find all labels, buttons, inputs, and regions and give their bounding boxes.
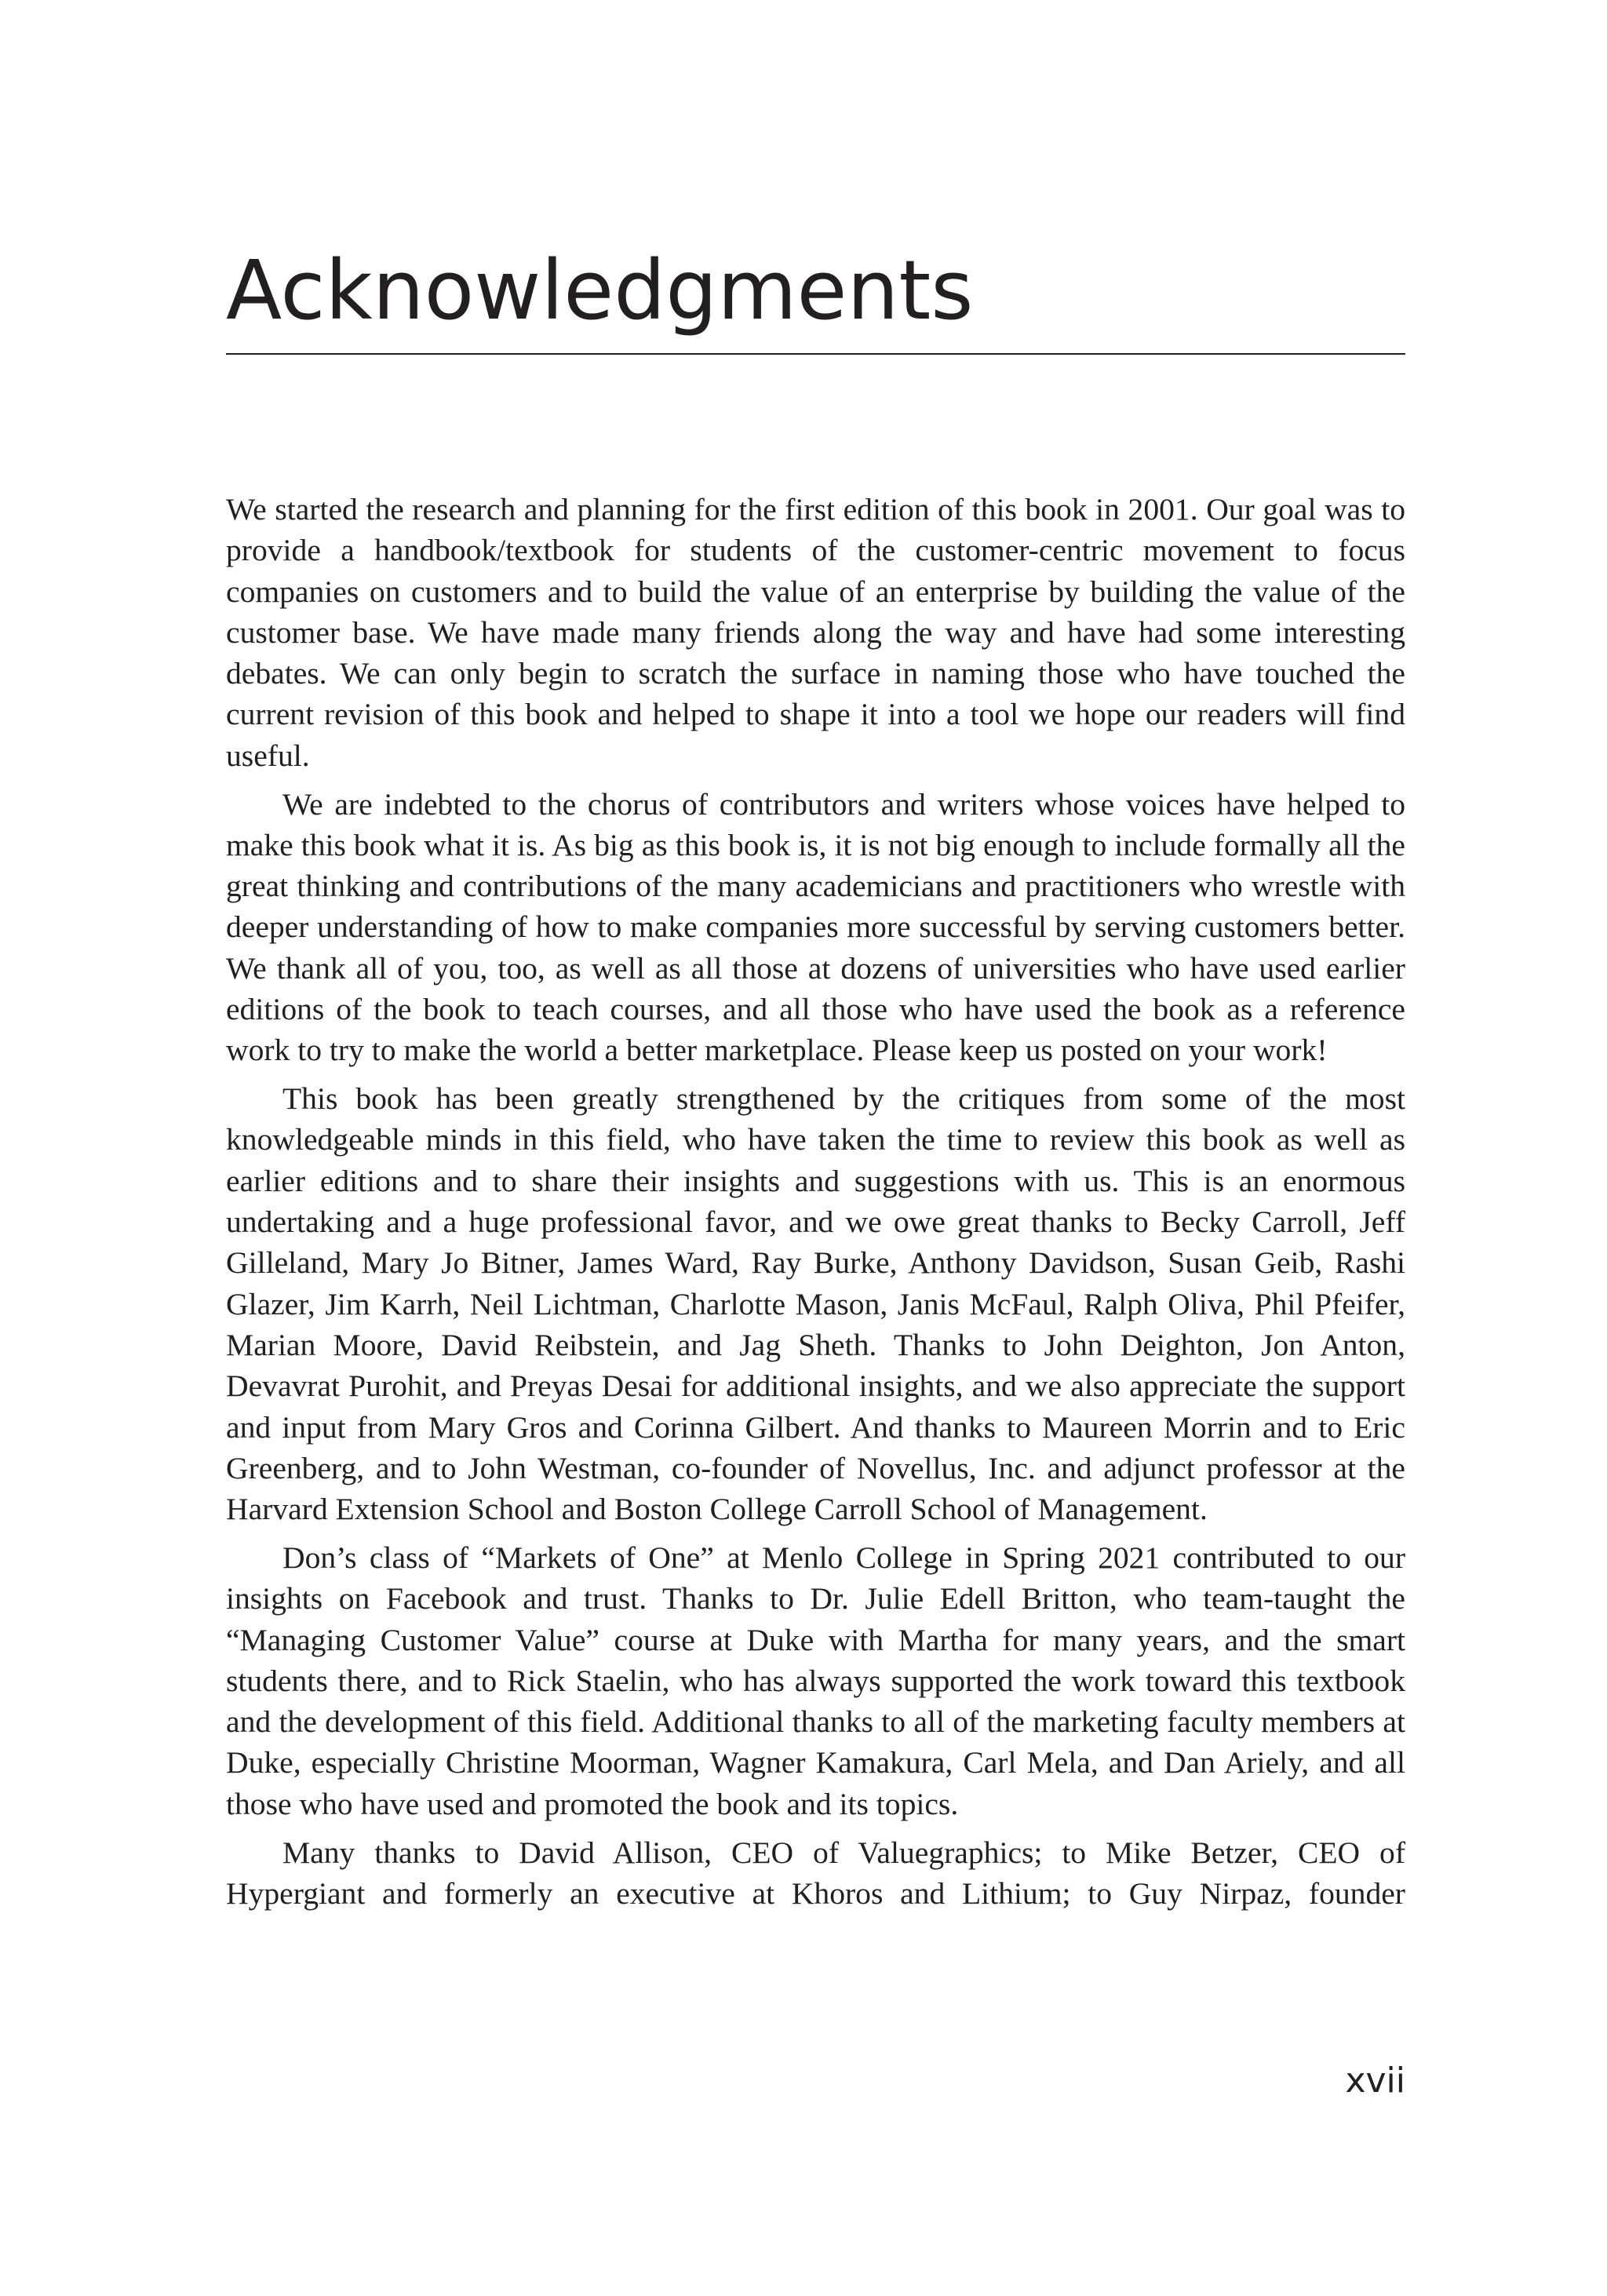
body-text [226, 489, 1405, 1922]
paragraph-3: This book has been greatly strengthened by the critiques from some of the most knowledgeable minds in this field, who have taken the time to review this book as well as earlier editions and to share their insights and suggestions with us. This is an enormous undertaking and a huge professional favor, and we owe great thanks to Becky Carroll, Jeff Gilleland, Mary Jo Bitner, James Ward, Ray Burke, Anthony Davidson, Susan Geib, Rashi Glazer, Jim Karrh, Neil Lichtman, Charlotte Mason, Janis McFaul, Ralph Oliva, Phil Pfeifer, Marian Moore, David Reibstein, and Jag Sheth. Thanks to John Deighton, Jon Anton, Devavrat Purohit, and Preyas Desai for additional insights, and we also appreciate the support and input from Mary Gros and Corinna Gilbert. And thanks to Maureen Morrin and to Eric Greenberg, and to John Westman, co-founder of Novellus, Inc. and adjunct professor at the Harvard Extension School and Boston College Carroll School of Management. [226, 1081, 1405, 1527]
paragraph-1: We started the research and planning for the first edition of this book in 2001. Our goal was to provide a handbook/textbook for students of the customer-centric movement to focus companies on customers and to build the value of an enterprise by building the value of the customer base. We have made many friends along the way and have had some interesting debates. We can only begin to scratch the surface in naming those who have touched the current revision of this book and helped to shape it into a tool we hope our readers will find useful. [226, 492, 1405, 773]
page-title: Acknowledgments [226, 242, 974, 338]
paragraph-4: Don’s class of “Markets of One” at Menlo College in Spring 2021 contributed to our insights on Facebook and trust. Thanks to Dr. Julie Edell Britton, who team-taught the “Managing Customer Value” course at Duke with Martha for many years, and the smart students there, and to Rick Staelin, who has always supported the work toward this textbook and the development of this field. Additional thanks to all of the marketing faculty members at Duke, especially Christine Moorman, Wagner Kamakura, Carl Mela, and Dan Ariely, and all those who have used and promoted the book and its topics. [226, 1540, 1405, 1821]
page-number: xvii [1345, 2061, 1405, 2101]
paragraph-2: We are indebted to the chorus of contributors and writers whose voices have helped to make this book what it is. As big as this book is, it is not big enough to include formally all the great thinking and contributions of the many academicians and practitioners who wrestle with deeper understanding of how to make companies more successful by serving customers better. We thank all of you, too, as well as all those at dozens of universities who have used earlier editions of the book to teach courses, and all those who have used the book as a reference work to try to make the world a better marketplace. Please keep us posted on your work! [226, 786, 1405, 1068]
title-rule [226, 353, 1405, 355]
paragraph-5: Many thanks to David Allison, CEO of Valuegraphics; to Mike Betzer, CEO of Hypergiant and formerly an executive at Khoros and Lithium; to Guy Nirpaz, founder [226, 1835, 1405, 1911]
